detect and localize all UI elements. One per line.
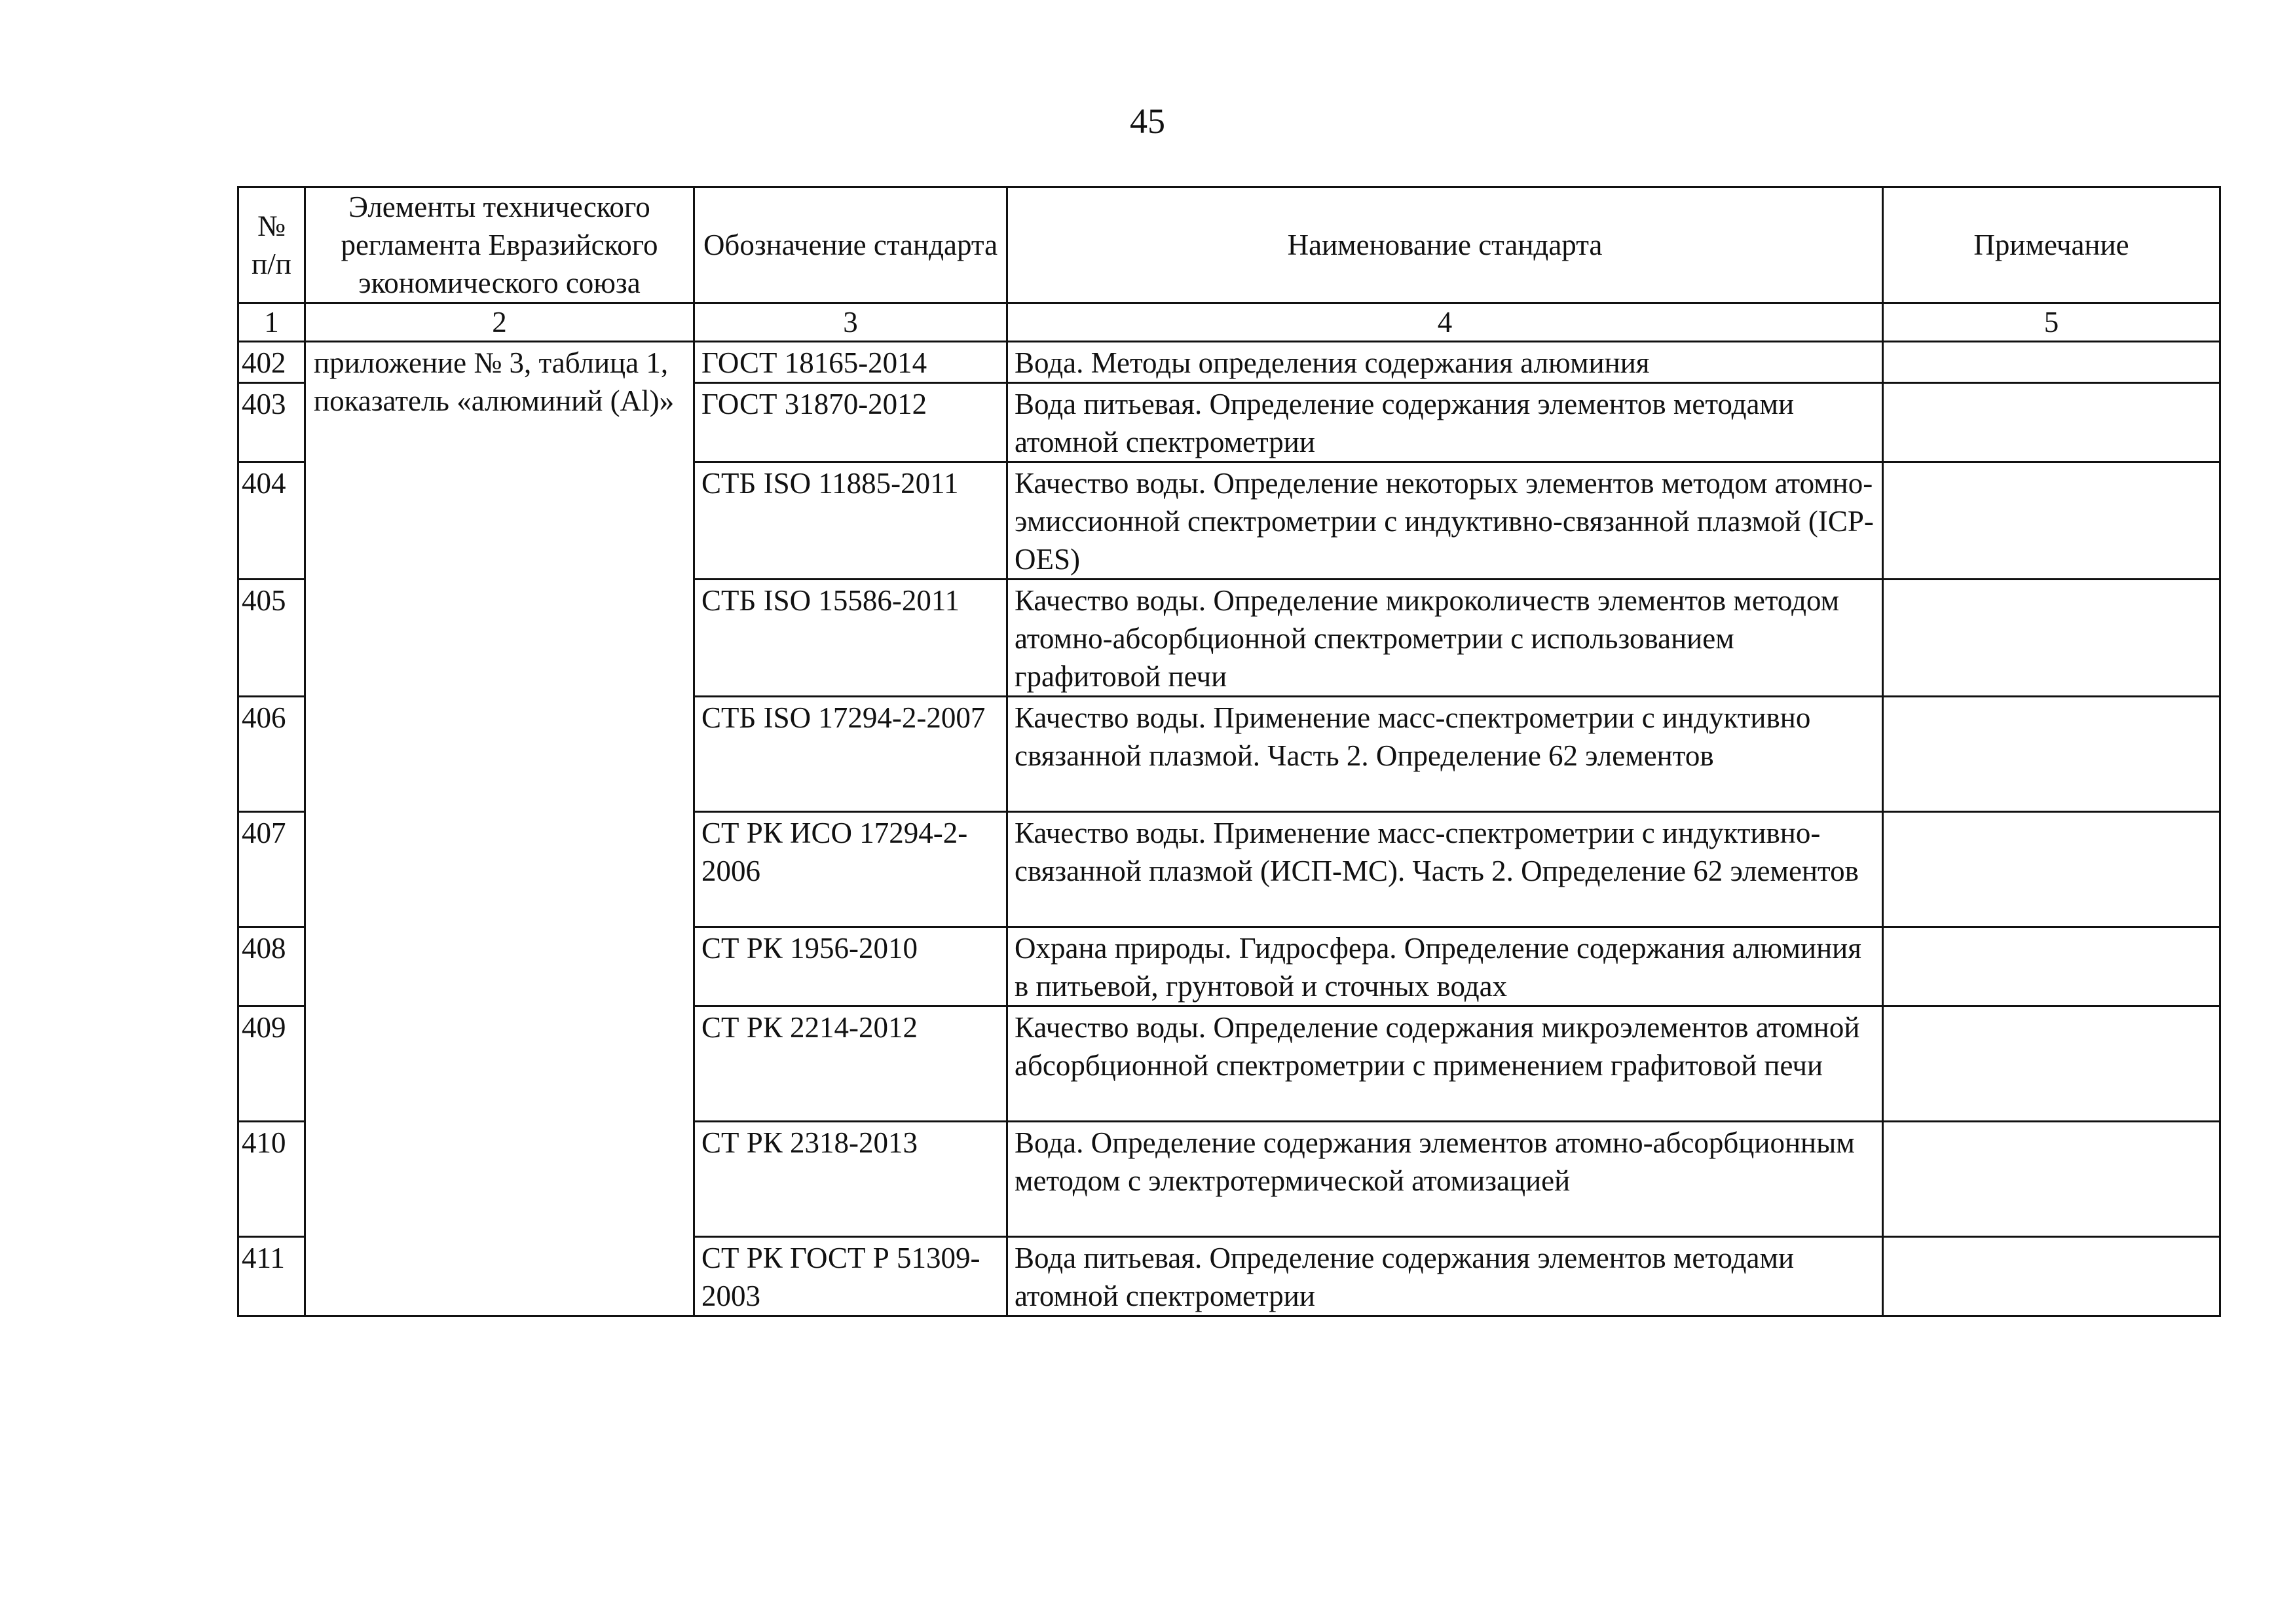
- row-number: 410: [238, 1122, 305, 1237]
- row-number: 402: [238, 342, 305, 383]
- standard-designation: СТБ ISO 11885-2011: [694, 462, 1007, 580]
- standard-name: Вода. Определение содержания элементов атомно-абсорбционным методом с электротермической атомизацией: [1007, 1122, 1883, 1237]
- standard-name: Качество воды. Применение масс-спектрометрии с индуктивно-связанной плазмой (ИСП-МС). Часть 2. Определение 62 элементов: [1007, 812, 1883, 927]
- standard-designation: ГОСТ 18165-2014: [694, 342, 1007, 383]
- note-cell: [1883, 383, 2220, 462]
- note-cell: [1883, 342, 2220, 383]
- note-cell: [1883, 1006, 2220, 1122]
- standard-designation: СТ РК 1956-2010: [694, 927, 1007, 1006]
- column-number-row: [238, 303, 2220, 342]
- standard-designation: СТ РК 2214-2012: [694, 1006, 1007, 1122]
- column-number: 3: [694, 303, 1007, 342]
- row-number: 405: [238, 580, 305, 697]
- regulation-element-cell: приложение № 3, таблица 1, показатель «алюминий (Al)»: [305, 342, 694, 1316]
- standard-designation: СТ РК ГОСТ Р 51309-2003: [694, 1237, 1007, 1316]
- standard-name: Качество воды. Применение масс-спектрометрии с индуктивно связанной плазмой. Часть 2. Определение 62 элементов: [1007, 697, 1883, 812]
- column-number: 1: [238, 303, 305, 342]
- row-number: 406: [238, 697, 305, 812]
- header-name: Наименование стандарта: [1007, 187, 1883, 303]
- standard-name: Качество воды. Определение некоторых элементов методом атомно-эмиссионной спектрометрии с индуктивно-связанной плазмой (ICP-OES): [1007, 462, 1883, 580]
- standard-name: Охрана природы. Гидросфера. Определение содержания алюминия в питьевой, грунтовой и сточных водах: [1007, 927, 1883, 1006]
- standard-designation: СТ РК 2318-2013: [694, 1122, 1007, 1237]
- note-cell: [1883, 697, 2220, 812]
- table-row: [238, 342, 2220, 383]
- standard-name: Качество воды. Определение содержания микроэлементов атомной абсорбционной спектрометрии с применением графитовой печи: [1007, 1006, 1883, 1122]
- header-elements: Элементы технического регламента Евразийского экономического союза: [305, 187, 694, 303]
- header-designation: Обозначение стандарта: [694, 187, 1007, 303]
- header-note: Примечание: [1883, 187, 2220, 303]
- note-cell: [1883, 1122, 2220, 1237]
- column-number: 4: [1007, 303, 1883, 342]
- note-cell: [1883, 1237, 2220, 1316]
- row-number: 404: [238, 462, 305, 580]
- header-row: [238, 187, 2220, 303]
- column-number: 5: [1883, 303, 2220, 342]
- standard-designation: СТБ ISO 15586-2011: [694, 580, 1007, 697]
- header-num: № п/п: [238, 187, 305, 303]
- row-number: 409: [238, 1006, 305, 1122]
- standard-designation: СТ РК ИСО 17294-2-2006: [694, 812, 1007, 927]
- standard-name: Вода. Методы определения содержания алюминия: [1007, 342, 1883, 383]
- row-number: 407: [238, 812, 305, 927]
- row-number: 408: [238, 927, 305, 1006]
- row-number: 403: [238, 383, 305, 462]
- standard-name: Качество воды. Определение микроколичеств элементов методом атомно-абсорбционной спектрометрии с использованием графитовой печи: [1007, 580, 1883, 697]
- standards-table: [237, 186, 2221, 1317]
- standard-name: Вода питьевая. Определение содержания элементов методами атомной спектрометрии: [1007, 1237, 1883, 1316]
- note-cell: [1883, 812, 2220, 927]
- page-number: 45: [1130, 101, 1165, 141]
- note-cell: [1883, 927, 2220, 1006]
- standard-designation: СТБ ISO 17294-2-2007: [694, 697, 1007, 812]
- note-cell: [1883, 462, 2220, 580]
- column-number: 2: [305, 303, 694, 342]
- note-cell: [1883, 580, 2220, 697]
- standard-name: Вода питьевая. Определение содержания элементов методами атомной спектрометрии: [1007, 383, 1883, 462]
- standard-designation: ГОСТ 31870-2012: [694, 383, 1007, 462]
- row-number: 411: [238, 1237, 305, 1316]
